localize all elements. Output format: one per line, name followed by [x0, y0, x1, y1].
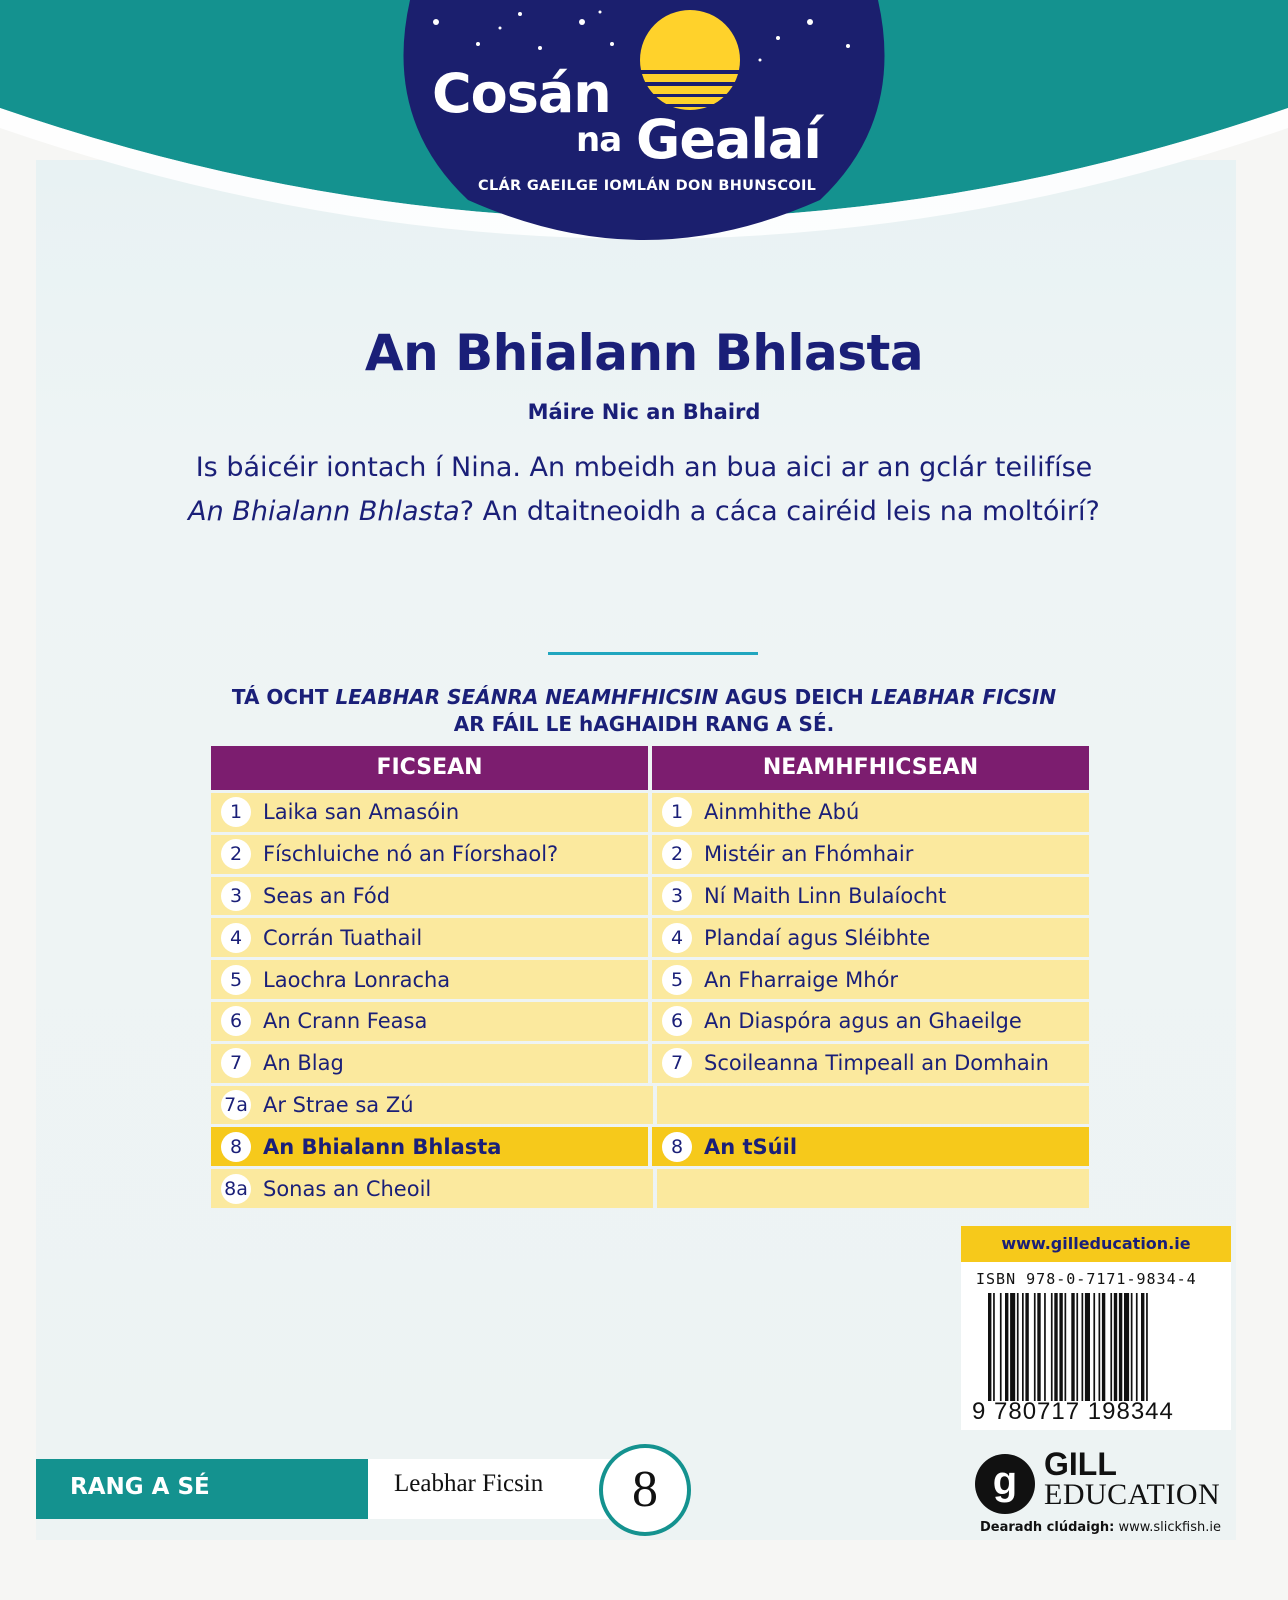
nonfiction-cell: [652, 793, 1089, 832]
table-row: [211, 1044, 1089, 1083]
barcode-bar: [1136, 1293, 1138, 1401]
nonfiction-cell: [652, 835, 1089, 874]
book-number-badge: 2: [662, 839, 692, 869]
blurb-italic-title: An Bhialann Bhlasta: [188, 496, 460, 527]
series-note-part2: AGUS DEICH: [718, 685, 871, 709]
book-number-badge: 2: [221, 839, 251, 869]
series-note-part1: TÁ OCHT: [231, 685, 336, 709]
barcode-bar: [1044, 1293, 1046, 1401]
table-row: [211, 877, 1089, 916]
barcode-bar: [988, 1293, 991, 1401]
series-note-italic2: LEABHAR FICSIN: [870, 685, 1057, 709]
nonfiction-cell: [652, 1002, 1089, 1041]
barcode-bar: [1114, 1293, 1117, 1401]
fiction-cell: [211, 1086, 653, 1125]
level-label: RANG A SÉ: [70, 1474, 210, 1500]
barcode-bar: [1022, 1293, 1024, 1401]
barcode-bar: [1119, 1293, 1122, 1401]
barcode-bar: [1051, 1293, 1053, 1401]
book-blurb: [120, 446, 1168, 534]
book-number-badge: 3: [662, 881, 692, 911]
barcode-bar: [1082, 1293, 1084, 1401]
fiction-title: An Crann Feasa: [263, 1009, 428, 1034]
nonfiction-title: An tSúil: [704, 1134, 798, 1159]
header-ficsean: FICSEAN: [211, 746, 648, 790]
book-number-badge: 7: [221, 1048, 251, 1078]
credit-url[interactable]: www.slickfish.ie: [1118, 1520, 1221, 1535]
series-note-italic1: LEABHAR SEÁNRA NEAMHFHICSIN: [335, 685, 719, 709]
table-row: [211, 1169, 1089, 1208]
book-number-badge: 6: [662, 1006, 692, 1036]
book-number-badge: 8: [662, 1132, 692, 1162]
cover-design-credit: [980, 1520, 1221, 1535]
book-number-badge: 1: [221, 797, 251, 827]
fiction-title: Laochra Lonracha: [263, 967, 451, 992]
fiction-title: Físchluiche nó an Fíorshaol?: [263, 842, 559, 867]
table-row: [211, 918, 1089, 957]
publisher-name: GILL: [1044, 1446, 1117, 1482]
nonfiction-title: Ní Maith Linn Bulaíocht: [704, 883, 947, 908]
fiction-title: Laika san Amasóin: [263, 800, 460, 825]
barcode-bar: [1141, 1293, 1144, 1401]
fiction-cell: [211, 1169, 653, 1208]
book-number-badge: 8a: [221, 1174, 251, 1204]
fiction-title: Sonas an Cheoil: [263, 1176, 432, 1201]
nonfiction-cell: [652, 877, 1089, 916]
logo-gealai: Gealaí: [636, 108, 821, 171]
publisher-subname: EDUCATION: [1044, 1478, 1221, 1511]
book-list-table: [211, 746, 1089, 1208]
fiction-cell: [211, 918, 648, 957]
barcode-bar: [1146, 1293, 1148, 1401]
book-type-label: Leabhar Ficsin: [394, 1470, 544, 1497]
fiction-cell: [211, 1002, 648, 1041]
nonfiction-title: Mistéir an Fhómhair: [704, 842, 914, 867]
logo-tagline: CLÁR GAEILGE IOMLÁN DON BHUNSCOIL: [478, 178, 817, 194]
nonfiction-title: An Fharraige Mhór: [704, 967, 899, 992]
table-body: [211, 793, 1089, 1208]
barcode-bar: [1000, 1293, 1002, 1401]
barcode-bar: [1025, 1293, 1028, 1401]
barcode-bar: [1093, 1293, 1095, 1401]
table-row: [211, 835, 1089, 874]
divider-rule: [548, 652, 758, 655]
book-number-badge: 5: [221, 965, 251, 995]
barcode-bar: [1017, 1293, 1019, 1401]
book-number-badge: 7a: [221, 1090, 251, 1120]
fiction-title: Corrán Tuathail: [263, 925, 423, 950]
fiction-title: Ar Strae sa Zú: [263, 1092, 414, 1117]
barcode-bar: [1065, 1293, 1067, 1401]
nonfiction-cell: [657, 1169, 1089, 1208]
barcode-bar: [993, 1293, 995, 1401]
barcode-digits: 9 780717 198344: [972, 1398, 1174, 1425]
book-title: An Bhialann Bhlasta: [364, 324, 924, 382]
level-number-badge: 8: [599, 1444, 691, 1536]
fiction-cell: [211, 960, 648, 999]
book-author: Máire Nic an Bhaird: [527, 400, 761, 424]
nonfiction-title: Scoileanna Timpeall an Domhain: [704, 1051, 1049, 1076]
barcode-bar: [1034, 1293, 1036, 1401]
fiction-cell: [211, 1127, 648, 1166]
nonfiction-cell: [652, 1127, 1089, 1166]
book-number-badge: 6: [221, 1006, 251, 1036]
fiction-title: Seas an Fód: [263, 883, 391, 908]
barcode-bar: [1071, 1293, 1074, 1401]
book-number-badge: 1: [662, 797, 692, 827]
blurb-text-2: ? An dtaitneoidh a cáca cairéid leis na moltóirí?: [459, 496, 1100, 527]
logo-cosan: Cosán: [432, 62, 611, 125]
nonfiction-cell: [652, 960, 1089, 999]
nonfiction-cell: [652, 918, 1089, 957]
header-neamhfhicsean: NEAMHFHICSEAN: [652, 746, 1089, 790]
book-number-badge: 4: [662, 923, 692, 953]
book-number-badge: 7: [662, 1048, 692, 1078]
fiction-title: An Bhialann Bhlasta: [263, 1134, 502, 1159]
fiction-cell: [211, 835, 648, 874]
nonfiction-cell: [652, 1044, 1089, 1083]
table-header-row: [211, 746, 1089, 790]
table-row: [211, 1002, 1089, 1041]
table-row: [211, 793, 1089, 832]
barcode-bar: [1110, 1293, 1112, 1401]
logo-na: na: [576, 120, 622, 160]
book-number-badge: 8: [221, 1132, 251, 1162]
barcode-bar: [1037, 1293, 1040, 1401]
barcode-bar: [1085, 1293, 1090, 1401]
website-link[interactable]: www.gilleducation.ie: [961, 1226, 1231, 1262]
table-row: [211, 1127, 1089, 1166]
series-note-line2: AR FÁIL LE hAGHAIDH RANG A SÉ.: [453, 712, 835, 736]
fiction-cell: [211, 793, 648, 832]
barcode-bar: [1099, 1293, 1101, 1401]
barcode-bar: [1054, 1293, 1057, 1401]
fiction-cell: [211, 877, 648, 916]
barcode-bar: [1102, 1293, 1105, 1401]
barcode-bar: [1124, 1293, 1129, 1401]
isbn-label: ISBN 978-0-7171-9834-4: [976, 1270, 1197, 1288]
nonfiction-title: Plandaí agus Sléibhte: [704, 925, 931, 950]
credit-label: Dearadh clúdaigh:: [980, 1520, 1115, 1535]
table-row: [211, 960, 1089, 999]
nonfiction-title: An Diaspóra agus an Ghaeilge: [704, 1009, 1022, 1034]
nonfiction-title: Ainmhithe Abú: [704, 800, 860, 825]
fiction-title: An Blag: [263, 1051, 344, 1076]
barcode-bar: [1005, 1293, 1008, 1401]
barcode-bar: [1131, 1293, 1133, 1401]
barcode-bar: [1059, 1293, 1062, 1401]
book-number-badge: 3: [221, 881, 251, 911]
barcode-bar: [1076, 1293, 1078, 1401]
fiction-cell: [211, 1044, 648, 1083]
book-number-badge: 4: [221, 923, 251, 953]
series-note: [150, 684, 1138, 738]
blurb-text-1: Is báicéir iontach í Nina. An mbeidh an bua aici ar an gclár teilifíse: [195, 452, 1093, 483]
book-number-badge: 5: [662, 965, 692, 995]
nonfiction-cell: [657, 1086, 1089, 1125]
table-row: [211, 1086, 1089, 1125]
barcode-bar: [1010, 1293, 1015, 1401]
gill-logo-icon: g: [975, 1454, 1035, 1514]
barcode: [988, 1293, 1218, 1401]
